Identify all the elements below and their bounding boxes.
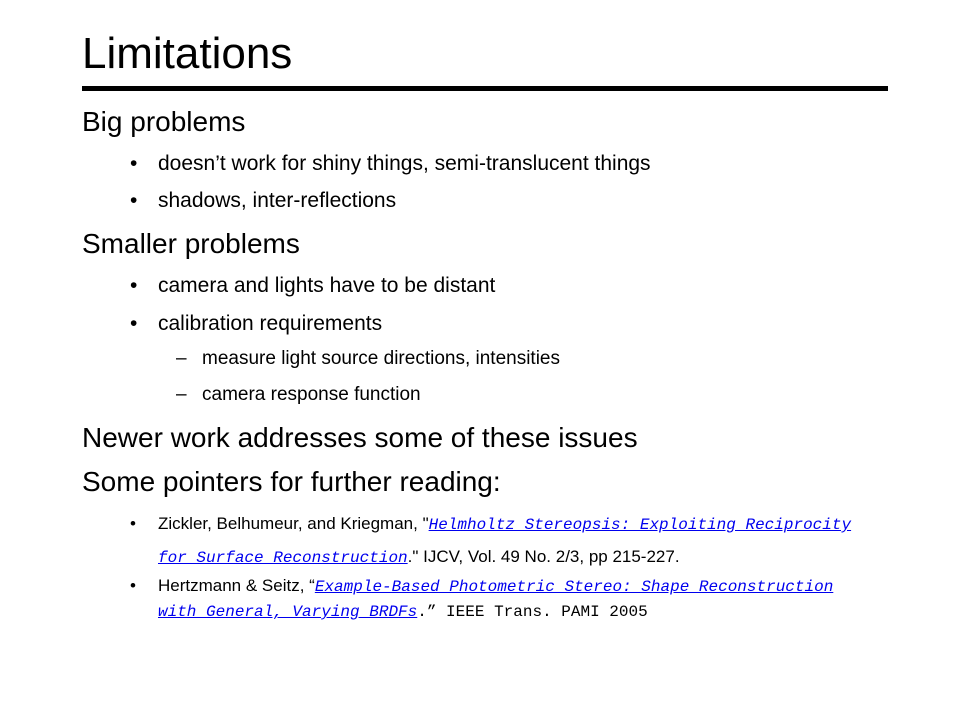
reference-authors: Hertzmann & Seitz, “ (158, 576, 315, 595)
bullet-glyph: • (130, 514, 136, 533)
reference-venue: .” IEEE Trans. PAMI 2005 (417, 603, 648, 621)
sub-bullet-text: measure light source directions, intensities (202, 348, 561, 369)
sub-bullet-text: camera response function (202, 384, 421, 405)
dash-glyph: – (176, 348, 187, 369)
reference-venue: ." IJCV, Vol. 49 No. 2/3, pp 215-227. (407, 547, 680, 566)
bullet-text: shadows, inter-reflections (158, 189, 397, 212)
reference-authors: Zickler, Belhumeur, and Kriegman, " (158, 514, 429, 533)
reference-text (158, 574, 870, 624)
heading-newer-work: Newer work addresses some of these issues (82, 422, 638, 453)
heading-big-problems: Big problems (82, 106, 246, 137)
dash-glyph: – (176, 384, 187, 405)
reference-link[interactable]: Example-Based Photometric Stereo: Shape Reconstruction with General, Varying BRDFs (158, 578, 834, 621)
heading-further-reading: Some pointers for further reading: (82, 466, 501, 497)
reference-text (158, 508, 870, 574)
bullet-glyph: • (130, 576, 136, 595)
heading-smaller-problems: Smaller problems (82, 228, 300, 259)
bullet-glyph: • (130, 274, 138, 297)
bullet-text: camera and lights have to be distant (158, 274, 496, 297)
title-underline-rule (82, 86, 888, 91)
bullet-text: calibration requirements (158, 312, 383, 335)
bullet-glyph: • (130, 152, 138, 175)
slide-title: Limitations (82, 29, 293, 78)
bullet-glyph: • (130, 312, 138, 335)
reference-link[interactable]: Helmholtz Stereopsis: Exploiting Reciprocity for Surface Reconstruction (158, 516, 852, 567)
bullet-text: doesn’t work for shiny things, semi-translucent things (158, 152, 651, 175)
bullet-glyph: • (130, 189, 138, 212)
